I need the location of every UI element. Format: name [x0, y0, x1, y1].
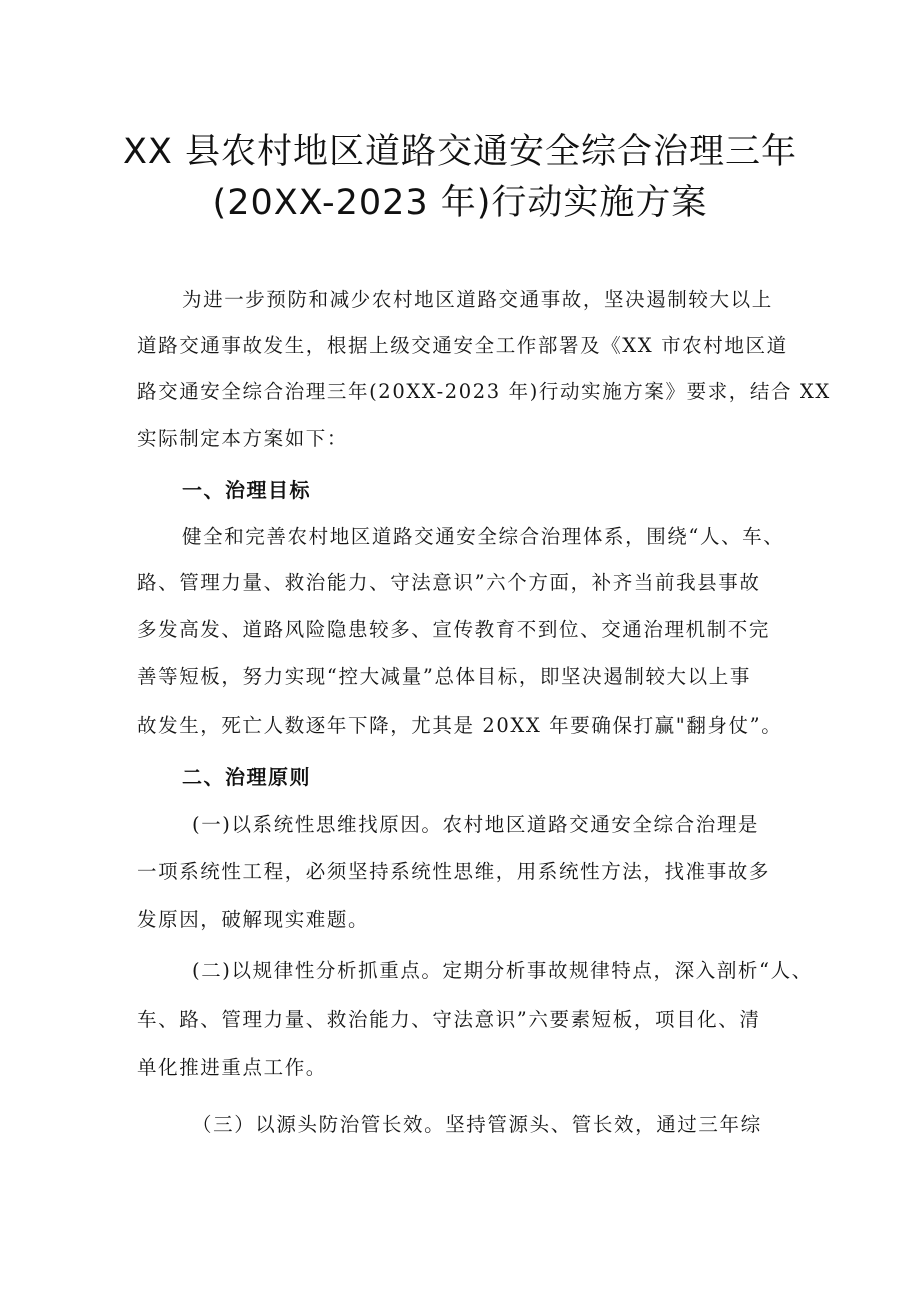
section-heading-goals: 一、治理目标 [182, 478, 311, 502]
principle-2-line-2: 车、路、管理力量、救治能力、守法意识”六要素短板，项目化、清 [137, 1008, 761, 1031]
intro-line-3: 路交通安全综合治理三年(20XX-2023 年)行动实施方案》要求，结合 XX [137, 380, 831, 403]
principle-2-line-1: (二)以规律性分析抓重点。定期分析事故规律特点，深入剖析“人、 [192, 959, 813, 982]
intro-line-1: 为进一步预防和减少农村地区道路交通事故，坚决遏制较大以上 [182, 288, 773, 311]
intro-line-4: 实际制定本方案如下： [137, 427, 349, 450]
principle-1-line-1: (一)以系统性思维找原因。农村地区道路交通安全综合治理是 [192, 813, 760, 836]
goals-line-4: 善等短板，努力实现“控大减量”总体目标，即坚决遏制较大以上事 [137, 665, 751, 688]
principle-1-line-2: 一项系统性工程，必须坚持系统性思维，用系统性方法，找准事故多 [137, 860, 771, 883]
principle-3-line-1: （三）以源头防治管长效。坚持管源头、管长效，通过三年综 [192, 1113, 762, 1136]
principle-2-line-3: 单化推进重点工作。 [137, 1056, 327, 1079]
goals-line-1: 健全和完善农村地区道路交通安全综合治理体系，围绕“人、车、 [182, 525, 785, 548]
document-title-line-2: (20XX-2023 年)行动实施方案 [212, 183, 708, 223]
goals-line-2: 路、管理力量、救治能力、守法意识”六个方面，补齐当前我县事故 [137, 571, 761, 594]
document-title-line-1: XX 县农村地区道路交通安全综合治理三年 [122, 132, 798, 172]
goals-line-5: 故发生，死亡人数逐年下降，尤其是 20XX 年要确保打赢"翻身仗”。 [137, 714, 783, 737]
section-heading-principles: 二、治理原则 [182, 765, 311, 789]
goals-line-3: 多发高发、道路风险隐患较多、宣传教育不到位、交通治理机制不完 [137, 618, 771, 641]
intro-line-2: 道路交通事故发生，根据上级交通安全工作部署及《XX 市农村地区道 [137, 334, 788, 357]
principle-1-line-3: 发原因，破解现实难题。 [137, 908, 370, 931]
